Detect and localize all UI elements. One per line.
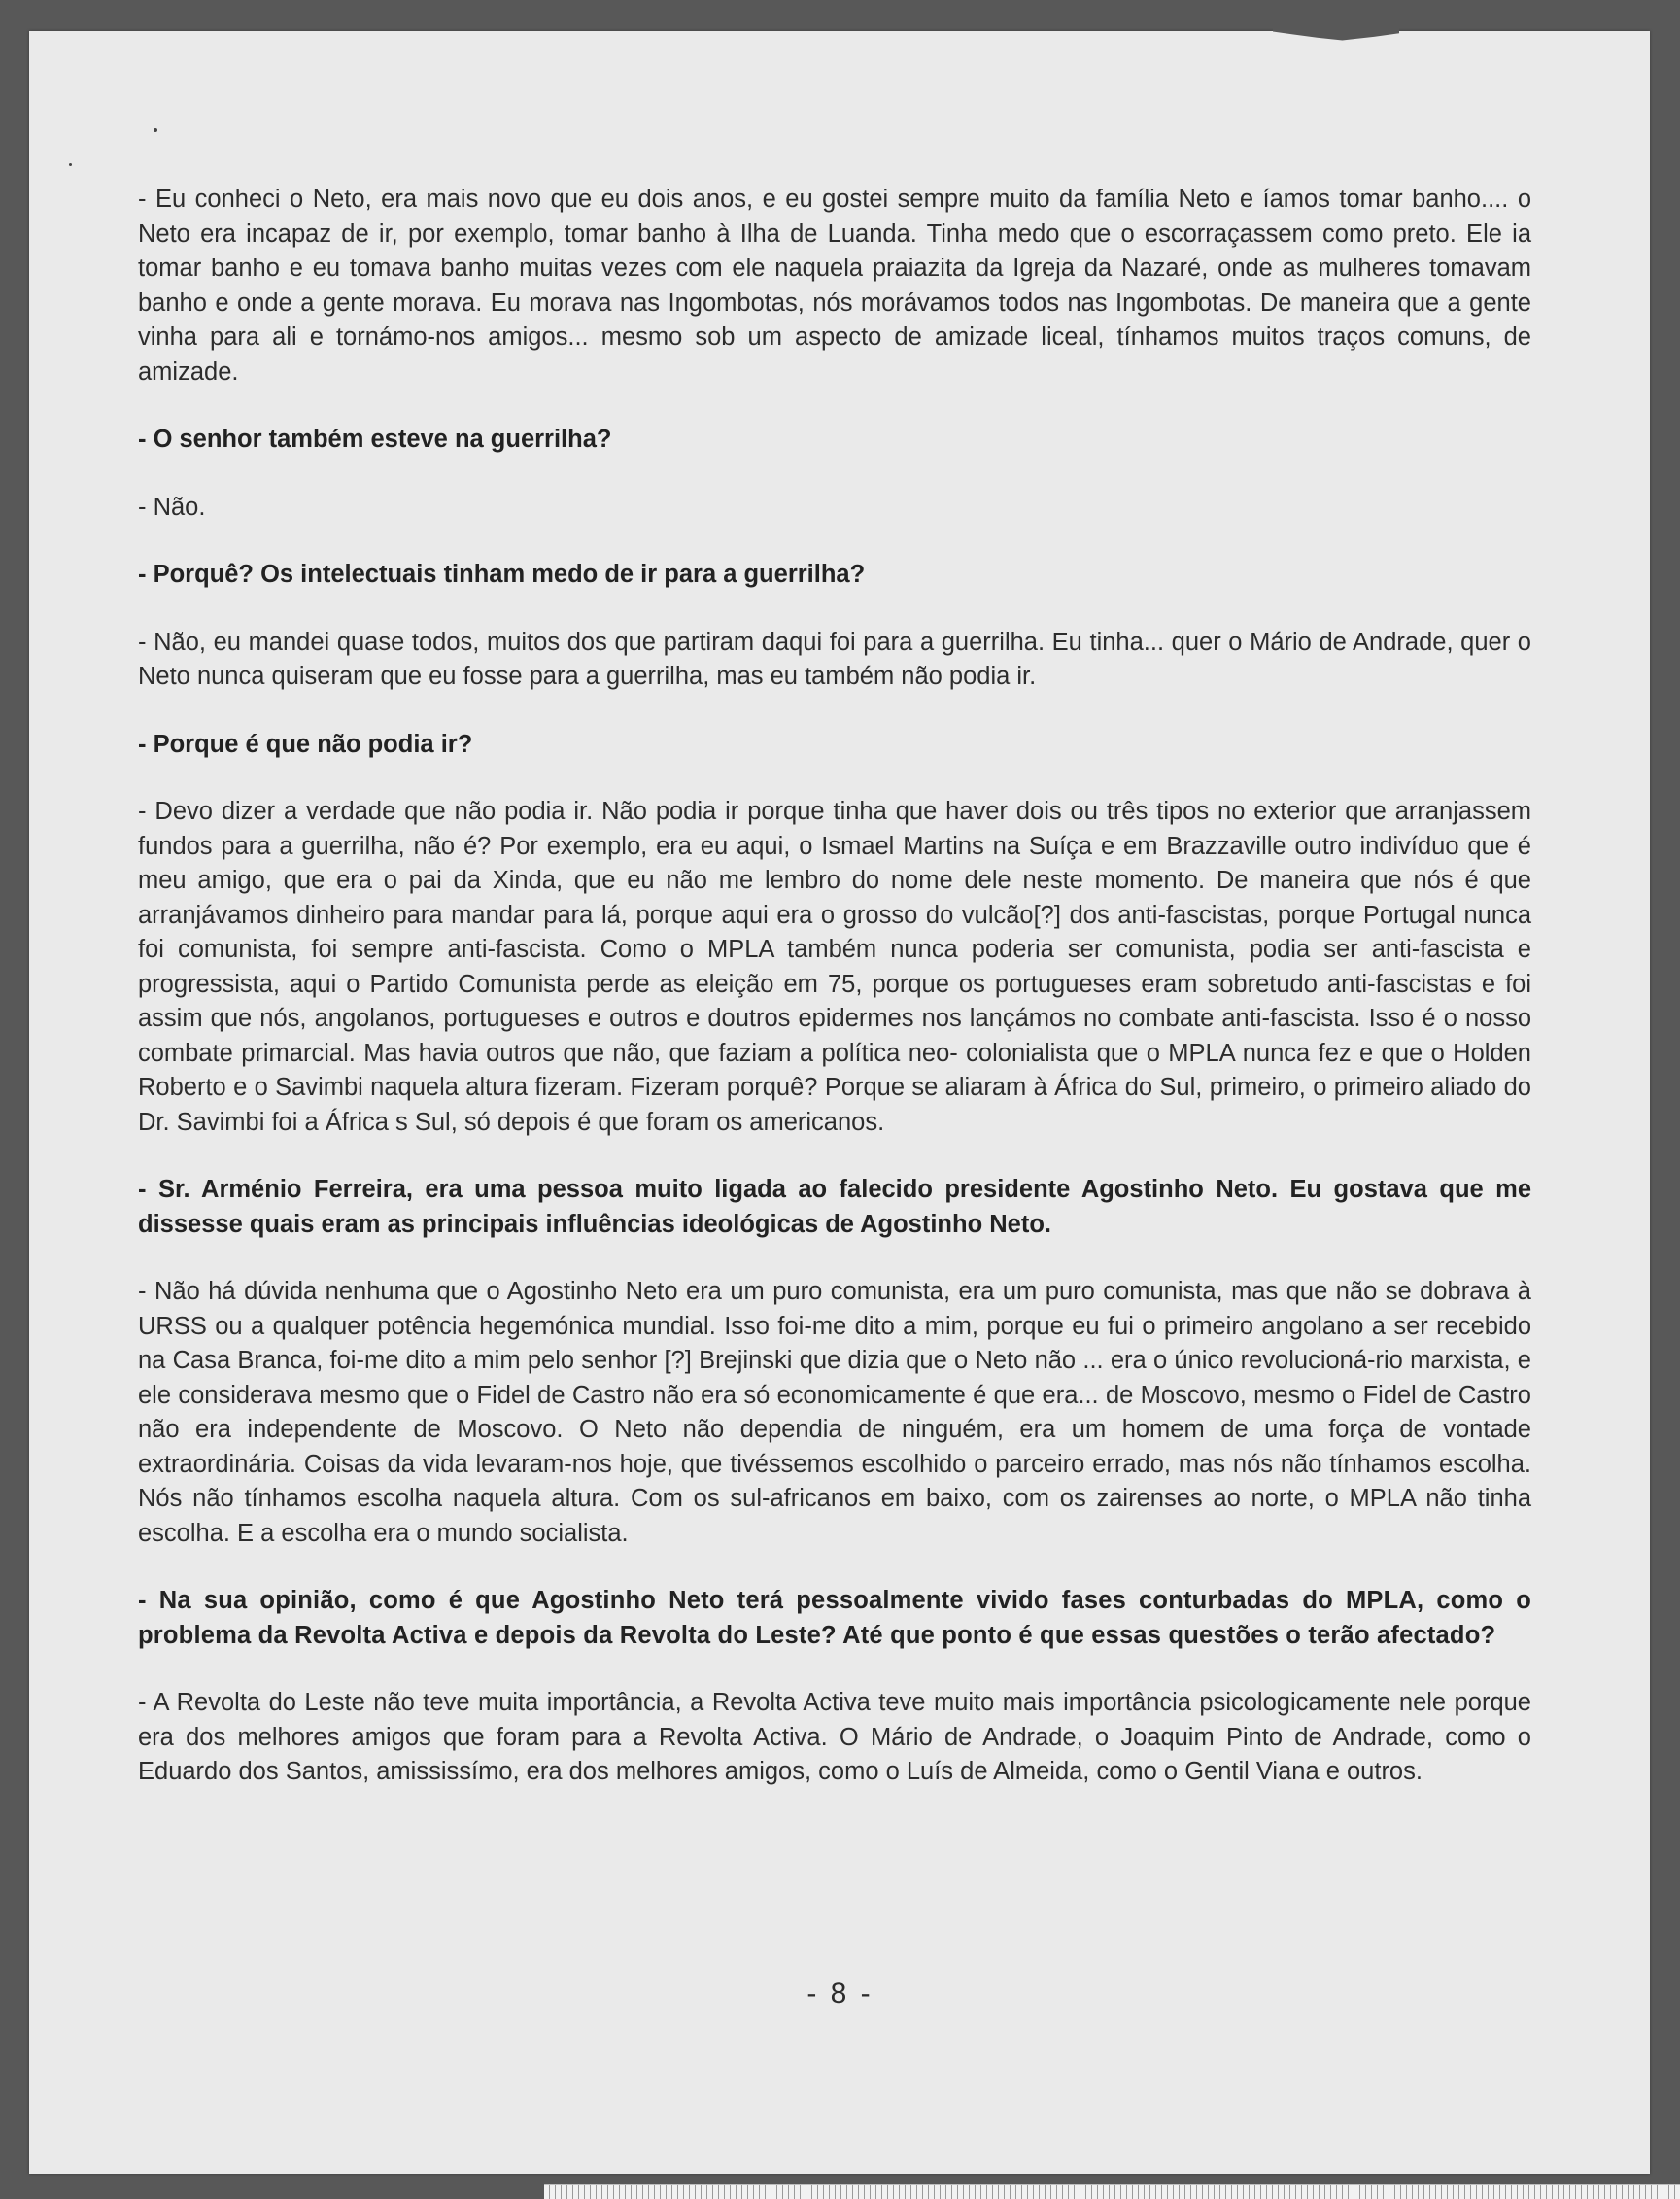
answer-paragraph: - Eu conheci o Neto, era mais novo que eu dois anos, e eu gostei sempre muito da família Neto e íamos tomar banho.... o Neto era incapaz de ir, por exemplo, tomar banho à Ilha de Luanda. Tinha medo que o escorraçassem como preto. Ele ia tomar banho e eu tomava banho muitas vezes com ele naquela praiazita da Igreja da Nazaré, onde as mulheres tomavam banho e onde a gente morava. Eu morava nas Ingombotas, nós morávamos todos nas Ingombotas. De maneira que a gente vinha para ali e tornámo-nos amigos... mesmo sob um aspecto de amizade liceal, tínhamos muitos traços comuns, de amizade. [138,186,1531,386]
question-paragraph: - O senhor também esteve na guerrilha? [138,426,612,453]
ink-speck [69,163,72,166]
page-number: - 8 - [806,1977,874,2010]
answer-paragraph: - Não, eu mandei quase todos, muitos dos que partiram daqui foi para a guerrilha. Eu tinha... quer o Mário de Andrade, quer o Neto nunca quiseram que eu fosse para a guerrilha, mas eu também não podia ir. [138,628,1531,690]
answer-paragraph: - Não. [138,493,206,521]
document-body [138,183,1531,1823]
question-paragraph: - Porque é que não podia ir? [138,730,473,758]
ink-speck [154,128,157,132]
answer-paragraph: - A Revolta do Leste não teve muita importância, a Revolta Activa teve muito mais importância psicologicamente nele porque era dos melhores amigos que foram para a Revolta Activa. O Mário de Andrade, o Joaquim Pinto de Andrade, como o Eduardo dos Santos, amississímo, era dos melhores amigos, como o Luís de Almeida, como o Gentil Viana e outros. [138,1689,1531,1785]
answer-paragraph: - Não há dúvida nenhuma que o Agostinho Neto era um puro comunista, era um puro comunista, mas que não se dobrava à URSS ou a qualquer potência hegemónica mundial. Isso foi-me dito a mim, porque eu fui o primeiro angolano a ser recebido na Casa Branca, foi-me dito a mim pelo senhor [?] Brejinski que dizia que o Neto não ... era o único revolucioná-rio marxista, e ele considerava mesmo que o Fidel de Castro não era só economicamente é que era... de Moscovo, mesmo o Fidel de Castro não era independente de Moscovo. O Neto não dependia de ninguém, era um homem de uma força de vontade extraordinária. Coisas da vida levaram-nos hoje, que tivéssemos escolhido o parceiro errado, mas nós não tínhamos escolha. Nós não tínhamos escolha naquela altura. Com os sul-africanos em baixo, com os zairenses ao norte, o MPLA não tinha escolha. E a escolha era o mundo socialista. [138,1278,1531,1547]
scan-ruler [544,2184,1680,2199]
question-paragraph: - Na sua opinião, como é que Agostinho Neto terá pessoalmente vivido fases conturbadas do MPLA, como o problema da Revolta Activa e depois da Revolta do Leste? Até que ponto é que essas questões o terão afectado? [138,1587,1531,1649]
answer-paragraph: - Devo dizer a verdade que não podia ir. Não podia ir porque tinha que haver dois ou três tipos no exterior que arranjassem fundos para a guerrilha, não é? Por exemplo, era eu aqui, o Ismael Martins na Suíça e em Brazzaville outro indivíduo que é meu amigo, que era o pai da Xinda, que eu não me lembro do nome dele neste momento. De maneira que nós é que arranjávamos dinheiro para mandar para lá, porque aqui era o grosso do vulcão[?] dos anti-fascistas, porque Portugal nunca foi comunista, foi sempre anti-fascista. Como o MPLA também nunca poderia ser comunista, podia ser anti-fascista e progressista, aqui o Partido Comunista perde as eleição em 75, porque os portugueses eram sobretudo anti-fascistas e foi assim que nós, angolanos, portugueses e outros e doutros epidermes nos lançámos no combate anti-fascista. Isso é o nosso combate primarcial. Mas havia outros que não, que faziam a política neo- colonialista que o MPLA nunca fez e que o Holden Roberto e o Savimbi naquela altura fizeram. Fizeram porquê? Porque se aliaram à África do Sul, primeiro, o primeiro aliado do Dr. Savimbi foi a África s Sul, só depois é que foram os americanos. [138,798,1531,1136]
question-paragraph: - Porquê? Os intelectuais tinham medo de ir para a guerrilha? [138,561,866,588]
question-paragraph: - Sr. Arménio Ferreira, era uma pessoa muito ligada ao falecido presidente Agostinho Neto. Eu gostava que me dissesse quais eram as principais influências ideológicas de Agostinho Neto. [138,1176,1531,1238]
